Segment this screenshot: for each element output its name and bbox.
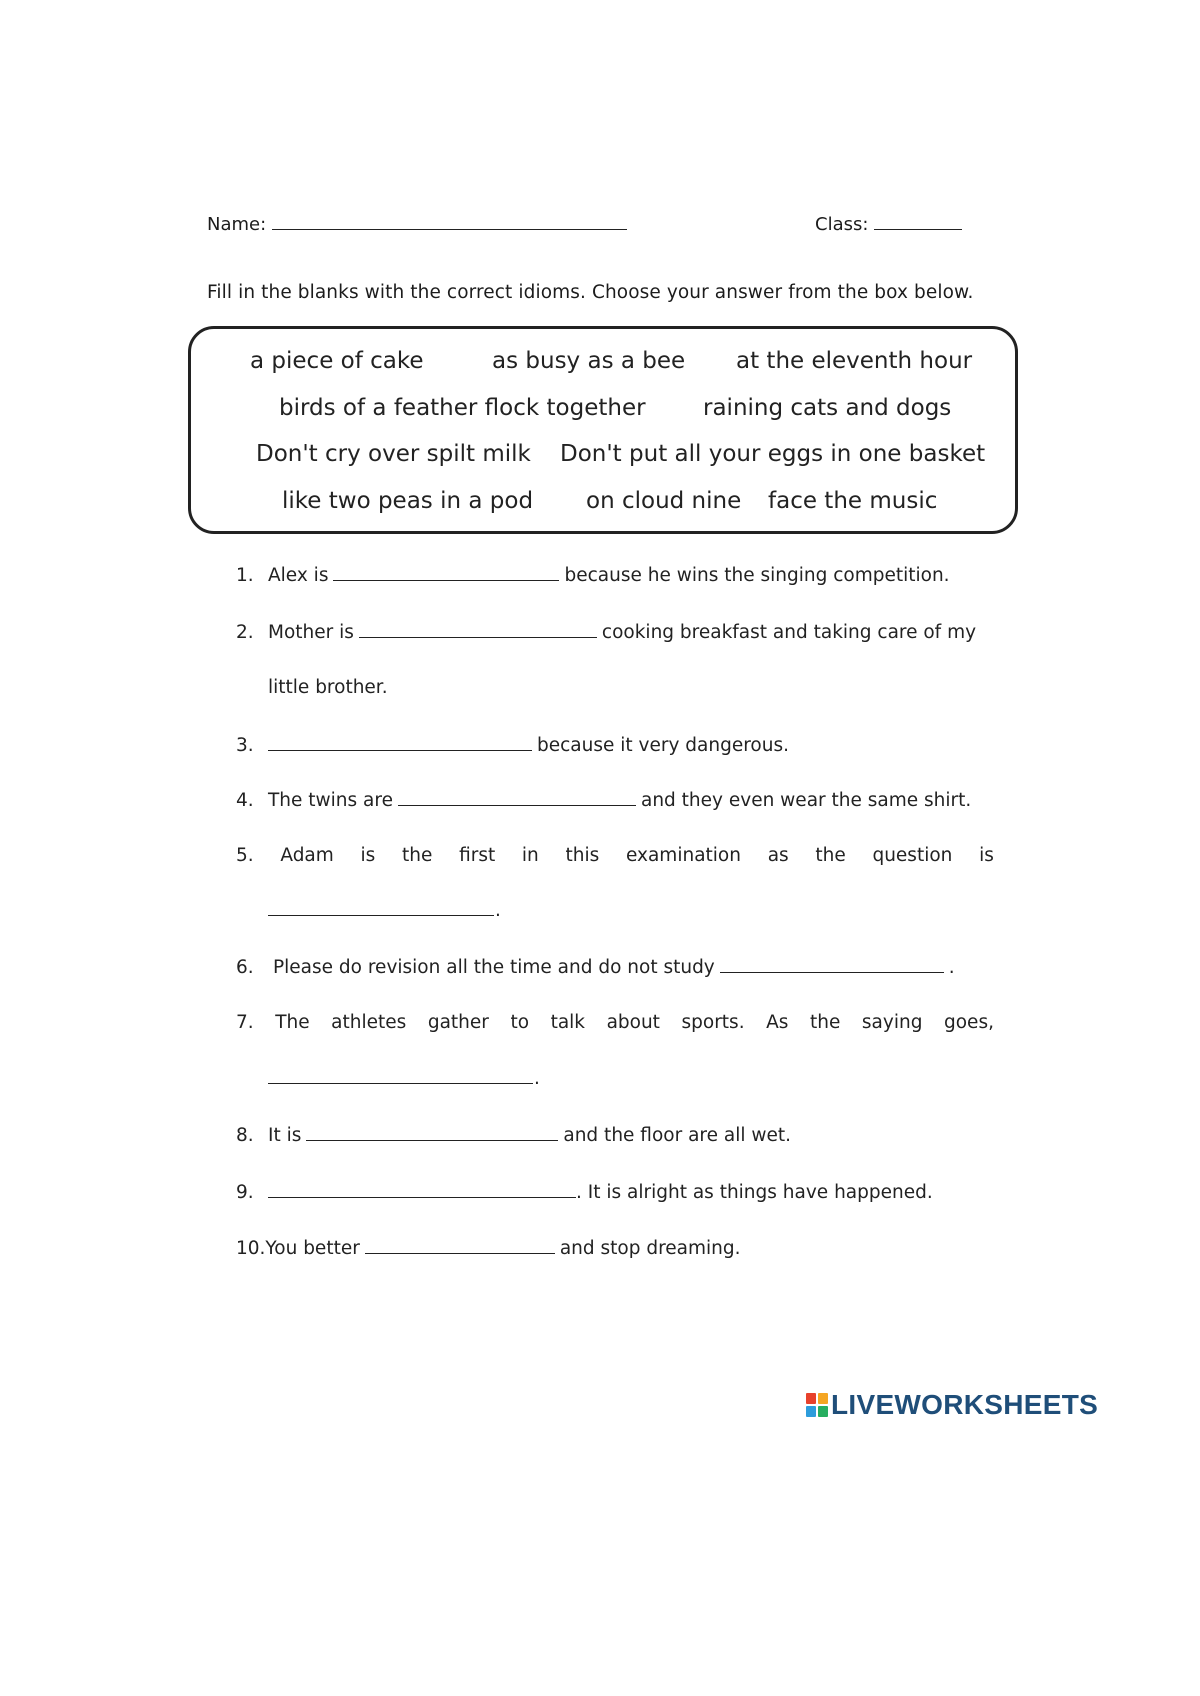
question-text: Mother is [268, 622, 354, 643]
question-6 [236, 957, 955, 978]
instruction-text: Fill in the blanks with the correct idioms. Choose your answer from the box below. [207, 282, 974, 303]
question-2 [236, 622, 976, 643]
logo-mark-icon [806, 1393, 828, 1417]
answer-blank-3[interactable] [268, 748, 532, 751]
logo-text: LIVEWORKSHEETS [831, 1389, 1099, 1420]
question-text: cooking breakfast and taking care of my [601, 622, 977, 643]
question-word: sports. [681, 1012, 745, 1033]
question-5 [236, 845, 994, 866]
question-word: the [815, 845, 846, 866]
idiom-item: at the eleventh hour [736, 348, 973, 374]
answer-blank-4[interactable] [398, 803, 636, 806]
question-2-continuation: little brother. [268, 677, 388, 698]
question-word: saying [861, 1012, 923, 1033]
idiom-item: as busy as a bee [492, 348, 686, 374]
idiom-item: Don't cry over spilt milk [256, 441, 531, 467]
question-number: 4. [236, 790, 254, 811]
question-number: 2. [236, 622, 254, 643]
name-field [207, 214, 627, 235]
class-label: Class: [815, 214, 869, 235]
question-word: athletes [331, 1012, 407, 1033]
question-word: in [521, 845, 539, 866]
question-number: 1. [236, 565, 254, 586]
answer-blank-8[interactable] [306, 1138, 558, 1141]
question-text: It is [268, 1125, 302, 1146]
question-text: and they even wear the same shirt. [640, 790, 972, 811]
name-label: Name: [207, 214, 267, 235]
idiom-item: Don't put all your eggs in one basket [560, 441, 986, 467]
question-word: this [565, 845, 600, 866]
question-word: is [979, 845, 994, 866]
question-word: the [401, 845, 433, 866]
class-blank[interactable] [874, 227, 962, 230]
question-word: first [459, 845, 496, 866]
answer-blank-6[interactable] [720, 970, 944, 973]
question-word: the [809, 1012, 841, 1033]
question-9 [236, 1182, 933, 1203]
question-8 [236, 1125, 791, 1146]
question-3 [236, 735, 789, 756]
idiom-item: on cloud nine [586, 488, 742, 514]
question-4 [236, 790, 971, 811]
question-word: Adam [280, 845, 334, 866]
question-word: to [510, 1012, 530, 1033]
question-word: as [767, 845, 789, 866]
question-7-continuation [268, 1068, 540, 1089]
question-word: about [606, 1012, 660, 1033]
question-number: 9. [236, 1182, 254, 1203]
question-word: As [766, 1012, 789, 1033]
question-number: 7. [236, 1012, 254, 1033]
idiom-item: birds of a feather flock together [279, 395, 646, 421]
question-word: gather [427, 1012, 489, 1033]
question-text: . [948, 957, 955, 978]
answer-blank-5[interactable] [268, 913, 494, 916]
answer-blank-2[interactable] [359, 635, 597, 638]
liveworksheets-logo [806, 1389, 1098, 1421]
question-number: 8. [236, 1125, 254, 1146]
question-word: goes, [944, 1012, 994, 1033]
question-number: 3. [236, 735, 254, 756]
question-text: . [495, 900, 501, 921]
question-10 [236, 1238, 741, 1259]
question-word: question [872, 845, 953, 866]
question-number: 5. [236, 845, 254, 866]
question-text: because he wins the singing competition. [564, 565, 950, 586]
question-text: . It is alright as things have happened. [576, 1182, 933, 1203]
question-text: and the floor are all wet. [563, 1125, 792, 1146]
question-text: and stop dreaming. [559, 1238, 741, 1259]
name-blank[interactable] [272, 227, 627, 230]
answer-blank-10[interactable] [365, 1251, 555, 1254]
question-5-continuation [268, 900, 501, 921]
answer-blank-7[interactable] [268, 1081, 533, 1084]
question-number: 6. [236, 957, 254, 978]
answer-blank-1[interactable] [333, 578, 559, 581]
question-text: Alex is [268, 565, 329, 586]
question-text: . [534, 1068, 540, 1089]
question-number: 10. [236, 1238, 266, 1259]
question-word: is [360, 845, 376, 866]
question-word: examination [625, 845, 741, 866]
question-word: talk [550, 1012, 586, 1033]
answer-blank-9[interactable] [268, 1195, 576, 1198]
question-text: Please do revision all the time and do not study [273, 957, 715, 978]
question-word: The [275, 1012, 310, 1033]
idiom-item: raining cats and dogs [703, 395, 952, 421]
question-text: You better [265, 1238, 360, 1259]
idiom-item: like two peas in a pod [282, 488, 534, 514]
class-field [815, 214, 962, 235]
question-text: The twins are [268, 790, 393, 811]
idiom-item: face the music [768, 488, 938, 514]
question-7 [236, 1012, 994, 1033]
idiom-item: a piece of cake [250, 348, 424, 374]
question-1 [236, 565, 950, 586]
question-text: because it very dangerous. [537, 735, 789, 756]
